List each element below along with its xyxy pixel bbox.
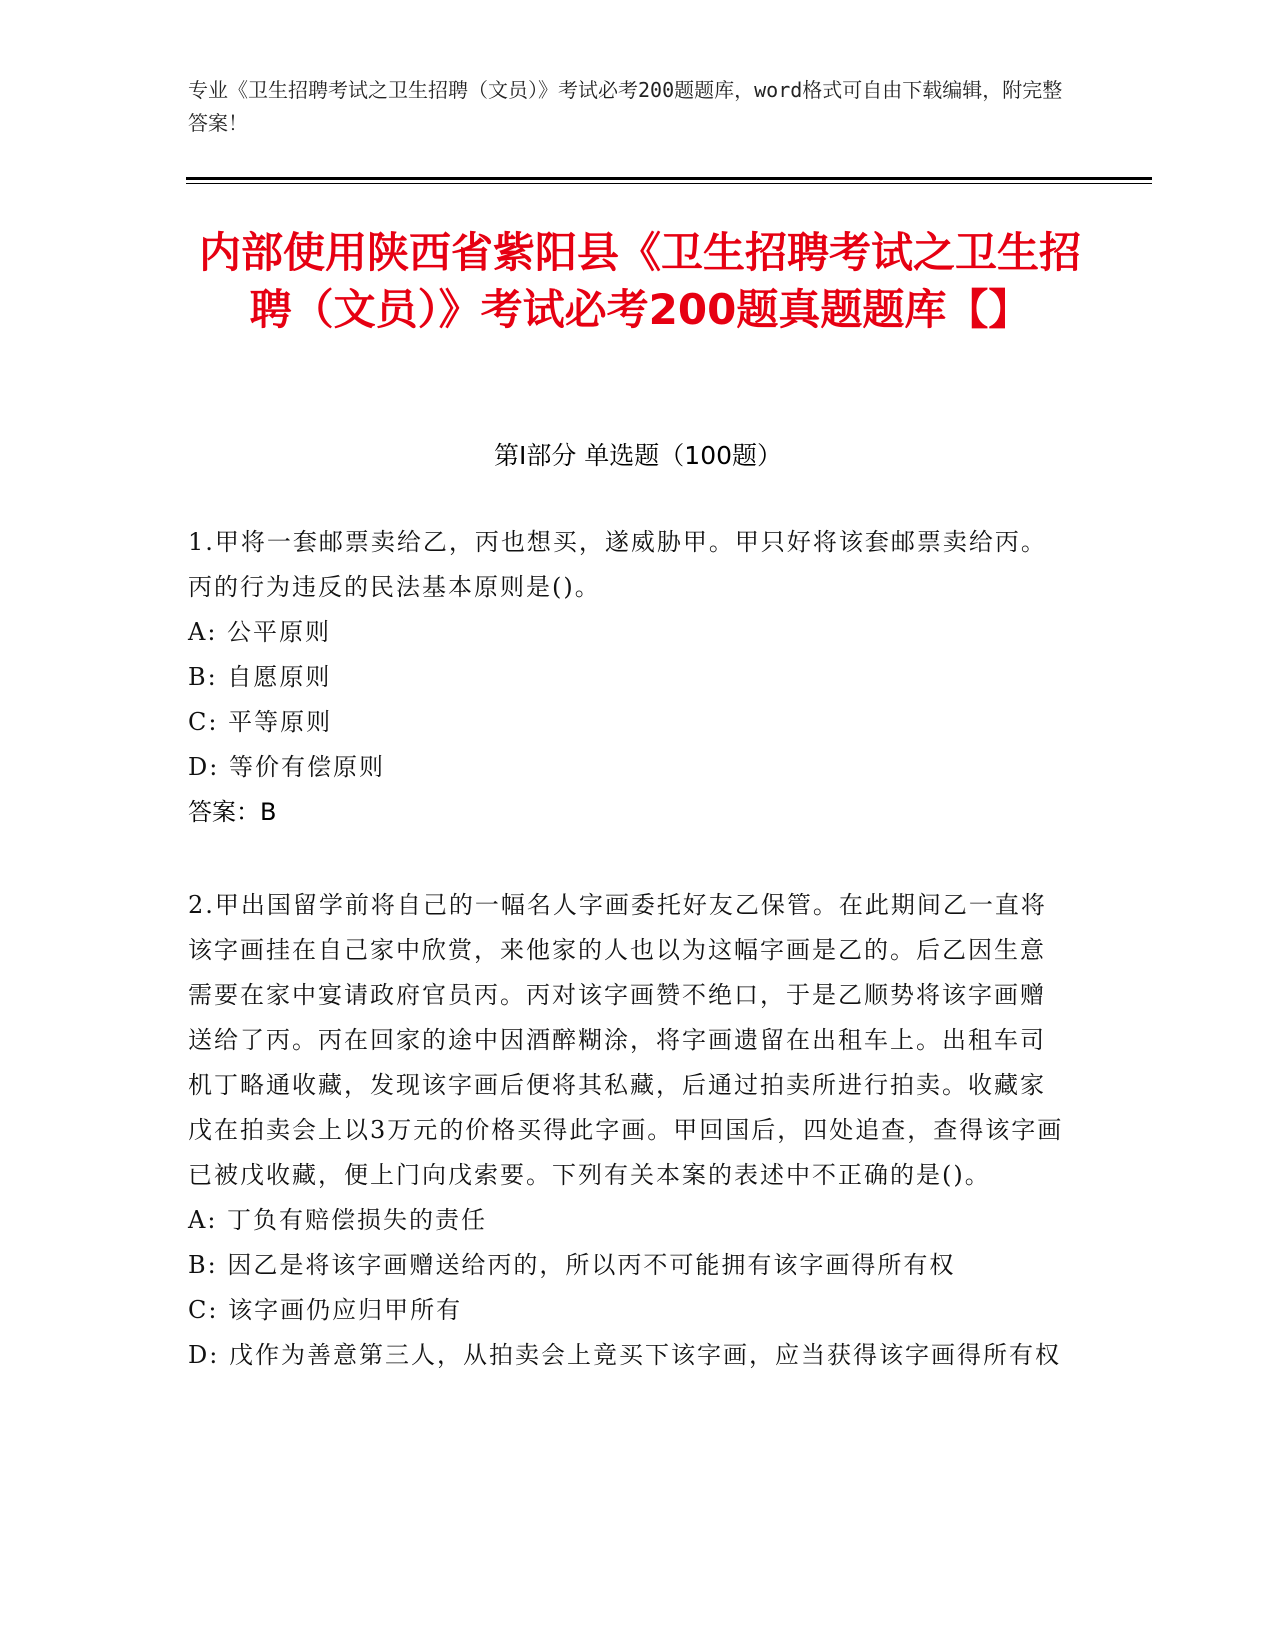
document-title: 内部使用陕西省紫阳县《卫生招聘考试之卫生招聘（文员）》考试必考200题真题题库【】 — [198, 228, 1081, 334]
option-d: D: 等价有偿原则 — [188, 753, 385, 781]
option-d: D: 戊作为善意第三人，从拍卖会上竟买下该字画，应当获得该字画得所有权 — [188, 1341, 1061, 1369]
question-stem: 1.甲将一套邮票卖给乙，丙也想买，遂威胁甲。甲只好将该套邮票卖给丙。丙的行为违反的民法基本原则是()。 — [188, 528, 1047, 601]
header-rule-thick — [186, 177, 1152, 180]
answer-line: 答案：B — [188, 798, 277, 826]
question-2 — [188, 883, 1068, 1378]
option-a: A: 公平原则 — [188, 618, 332, 646]
option-c: C: 该字画仍应归甲所有 — [188, 1296, 463, 1324]
option-b: B: 因乙是将该字画赠送给丙的，所以丙不可能拥有该字画得所有权 — [188, 1251, 956, 1279]
option-b: B: 自愿原则 — [188, 663, 332, 691]
question-stem: 2.甲出国留学前将自己的一幅名人字画委托好友乙保管。在此期间乙一直将该字画挂在自己家中欣赏，来他家的人也以为这幅字画是乙的。后乙因生意需要在家中宴请政府官员丙。丙对该字画赞不绝口，于是乙顺势将该字画赠送给了丙。丙在回家的途中因酒醉糊涂，将字画遗留在出租车上。出租车司机丁略通收藏，发现该字画后便将其私藏，后通过拍卖所进行拍卖。收藏家戊在拍卖会上以3万元的价格买得此字画。甲回国后，四处追查，查得该字画已被戊收藏，便上门向戊索要。下列有关本案的表述中不正确的是()。 — [188, 891, 1064, 1189]
option-a: A: 丁负有赔偿损失的责任 — [188, 1206, 488, 1234]
question-1 — [188, 520, 1068, 835]
header-note: 专业《卫生招聘考试之卫生招聘（文员）》考试必考200题题库，word格式可自由下载编辑，附完整答案！ — [188, 78, 1063, 135]
section-title: 第Ⅰ部分 单选题（100题） — [493, 441, 783, 470]
option-c: C: 平等原则 — [188, 708, 333, 736]
header-rule-thin — [186, 183, 1152, 184]
